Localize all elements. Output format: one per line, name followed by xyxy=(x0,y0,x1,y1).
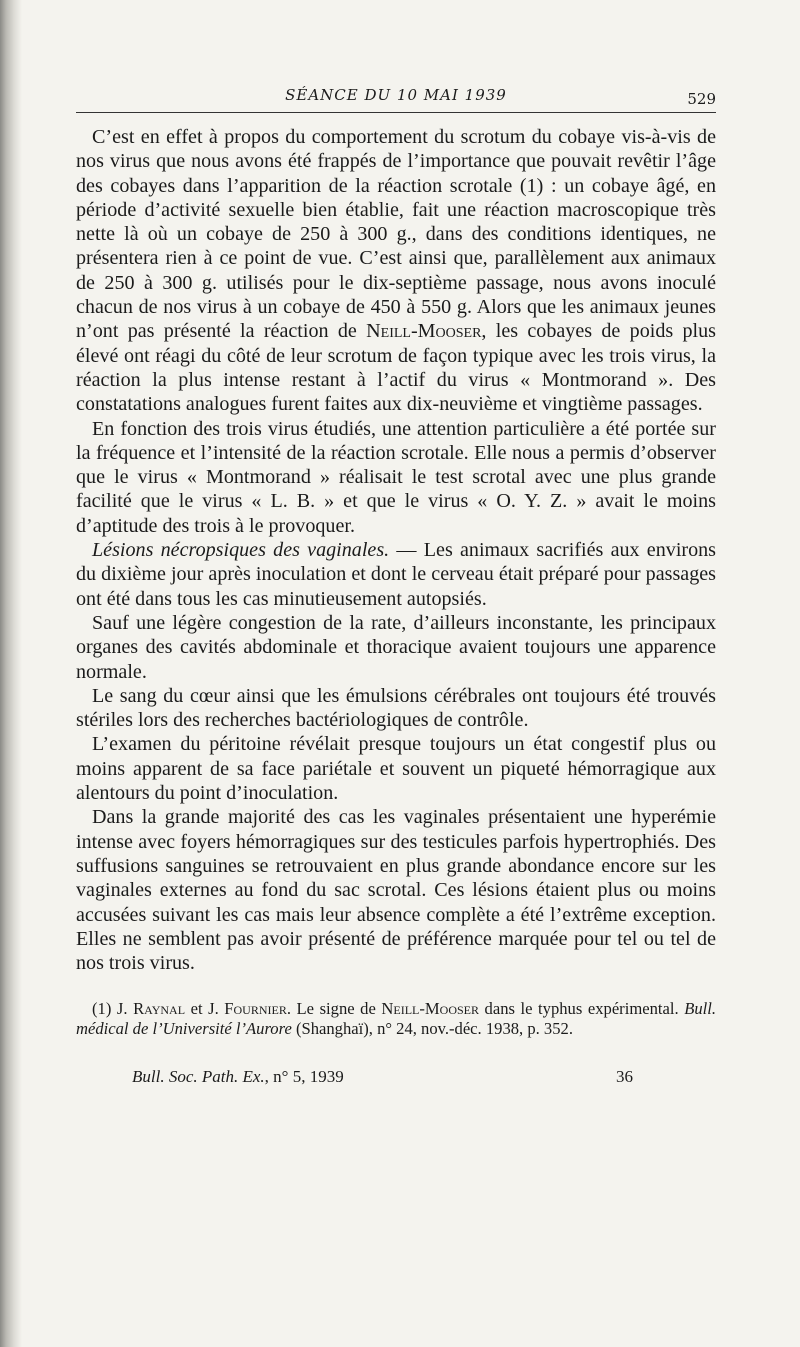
page xyxy=(76,82,716,1091)
paragraph-6: L’examen du péritoine révélait presque toujours un état congestif plus ou moins apparent de sa face pariétale et souvent un piqueté hémorragique aux alentours du point d’inoculation. xyxy=(76,733,716,805)
footnote-marker: (1) J. xyxy=(92,999,134,1019)
paragraph-1 xyxy=(76,125,716,417)
page-number: 529 xyxy=(687,90,716,108)
page-gutter-shadow xyxy=(0,0,22,1347)
paragraph-3 xyxy=(76,538,716,611)
footnote-author-2: Fournier xyxy=(224,999,287,1019)
journal-reference xyxy=(132,1067,344,1087)
section-heading-lesions: Lésions nécropsiques des vaginales. xyxy=(92,539,390,562)
bottom-line xyxy=(76,1067,716,1091)
signature-mark: 36 xyxy=(616,1066,633,1086)
running-head xyxy=(76,82,716,113)
paragraph-5: Le sang du cœur ainsi que les émulsions cérébrales ont toujours été trouvés stériles lors des recherches bactériologiques de contrôle. xyxy=(76,684,716,732)
paragraph-2: En fonction des trois virus étudiés, une attention particulière a été portée sur la fréquence et l’intensité de la réaction scrotale. Elle nous a permis d’observer que le virus « Montmorand » réalisait le test scrotal avec une plus grande facilité que le virus « L. B. » et que le virus « O. Y. Z. » avait le moins d’aptitude des trois à le provoquer. xyxy=(76,417,716,537)
footnote-text-2: dans le typhus expérimental. xyxy=(479,999,685,1019)
footnote-journal: Bull. médical de l’Université l’Aurore xyxy=(76,999,716,1039)
journal-issue: , n° 5, 1939 xyxy=(264,1066,344,1086)
footnote-text-3: (Shanghaï), n° 24, nov.-déc. 1938, p. 352. xyxy=(291,1019,573,1039)
footnote-1 xyxy=(76,999,716,1039)
footnote-text-1: . Le signe de xyxy=(286,999,382,1019)
body-text xyxy=(76,125,716,975)
author-name-neill-mooser: Neill-Mooser xyxy=(366,320,482,343)
footnote-between: et J. xyxy=(185,999,225,1019)
paragraph-3-text: — Les animaux sacrifiés aux environs du dixième jour après inoculation et dont le cerveau était préparé pour passages ont été dans tous les cas minutieusement autopsiés. xyxy=(76,539,717,610)
paragraph-7: Dans la grande majorité des cas les vaginales présentaient une hyperémie intense avec foyers hémorragiques sur des testicules parfois hypertrophiés. Des suffusions sanguines se retrouvaient en plus grande abondance encore sur les vaginales externes au fond du sac scrotal. Ces lésions étaient plus ou moins accusées suivant les cas mais leur absence complète a été l’extrême exception. Elles ne semblent pas avoir présenté de préférence marquée pour tel ou tel de nos trois virus. xyxy=(76,806,716,975)
footnote-name-neill-mooser: Neill-Mooser xyxy=(381,999,479,1019)
footnote xyxy=(76,999,716,1039)
paragraph-4: Sauf une légère congestion de la rate, d’ailleurs inconstante, les principaux organes des cavités abdominale et thoracique avaient toujours une apparence normale. xyxy=(76,611,716,683)
paragraph-1-text-continued: , les cobayes de poids plus élevé ont réagi du côté de leur scrotum de façon typique avec les trois virus, la réaction la plus intense restant à l’actif du virus « Montmorand ». Des constatations analogues furent faites aux dix-neuvième et vingtième passages. xyxy=(76,320,716,416)
paragraph-1-text: C’est en effet à propos du comportement du scrotum du cobaye vis-à-vis de nos virus que nous avons été frappés de l’importance que pouvait revêtir l’âge des cobayes dans l’apparition de la réaction scrotale (1) : un cobaye âgé, en période d’activité sexuelle bien établie, fait une réaction macroscopique très nette là où un cobaye de 250 à 300 g., dans des conditions identiques, ne présentera rien à ce point de vue. C’est ainsi que, parallèlement aux animaux de 250 à 300 g. utilisés pour le dix-septième passage, nous avons inoculé chacun de nos virus à un cobaye de 450 à 550 g. Alors que les animaux jeunes n’ont pas présenté la réaction de xyxy=(76,126,716,343)
footnote-author-1: Raynal xyxy=(133,999,186,1019)
running-title: SÉANCE DU 10 MAI 1939 xyxy=(285,86,507,104)
journal-title: Bull. Soc. Path. Ex. xyxy=(132,1066,265,1086)
